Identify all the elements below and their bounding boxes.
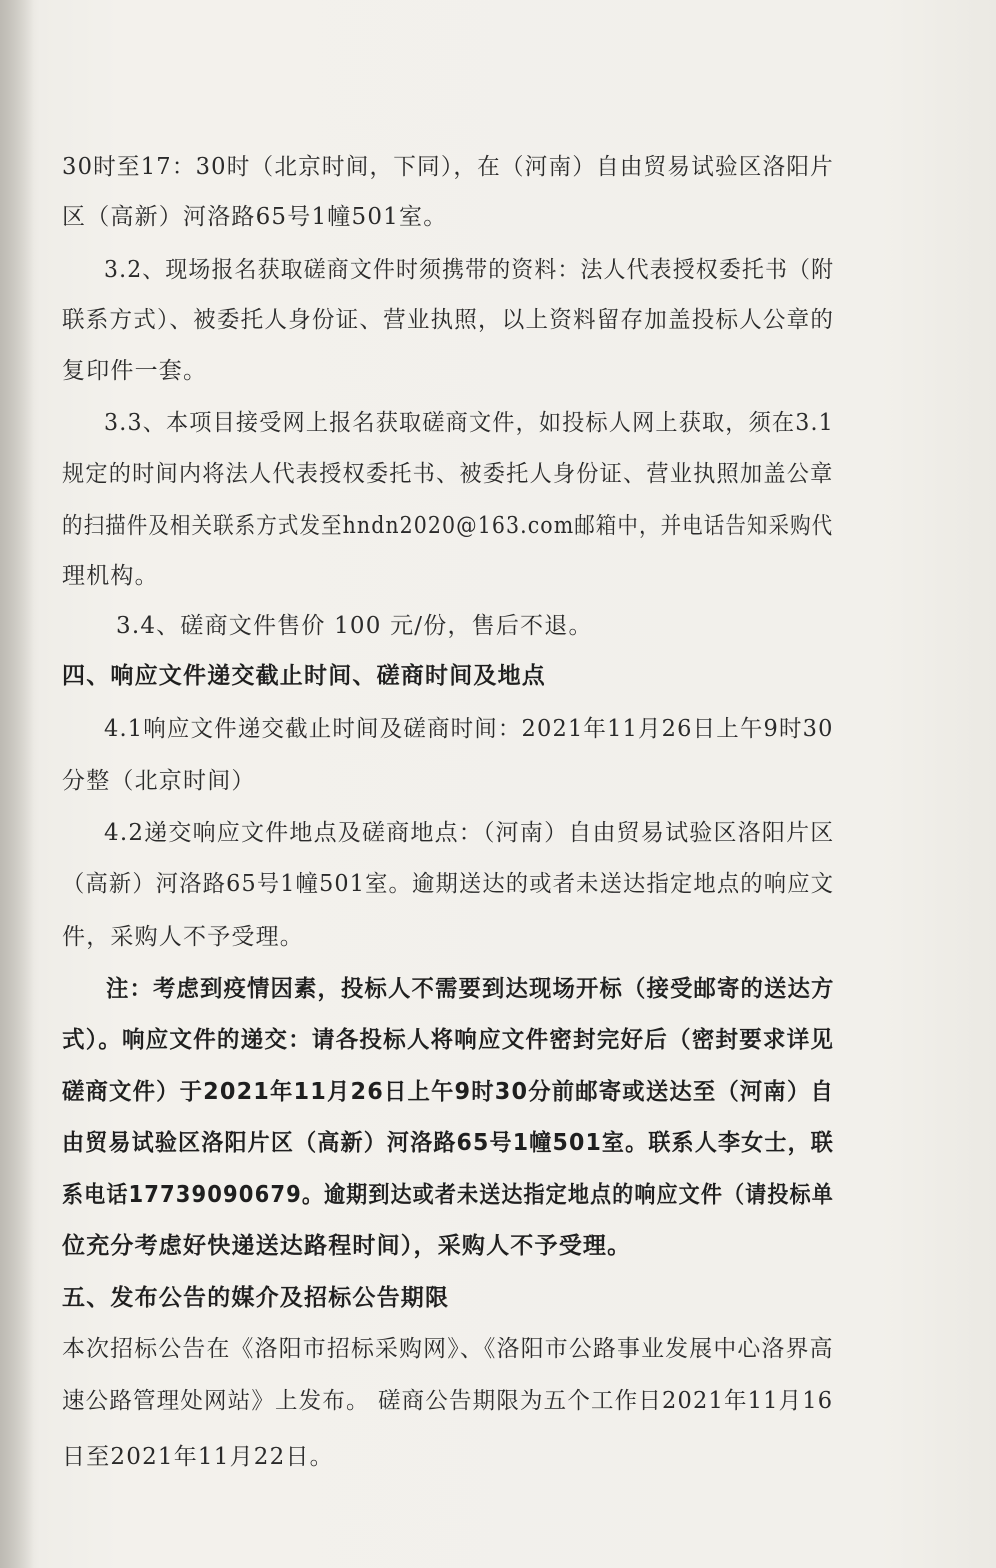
paragraph-line: 件，采购人不予受理。	[62, 924, 304, 950]
paragraph-line: 区（高新）河洛路65号1幢501室。	[62, 204, 448, 230]
notice-line: 式）。响应文件的递交：请各投标人将响应文件密封完好后（密封要求详见	[62, 1027, 835, 1053]
paragraph-line: 联系方式）、被委托人身份证、营业执照，以上资料留存加盖投标人公章的	[62, 307, 835, 333]
section-heading: 五、发布公告的媒介及招标公告期限	[62, 1285, 450, 1311]
paragraph-line: 30时至17：30时（北京时间，下同），在（河南）自由贸易试验区洛阳片	[62, 154, 834, 180]
paragraph-line: 4.2递交响应文件地点及磋商地点：（河南）自由贸易试验区洛阳片区	[104, 820, 835, 846]
notice-line: 注：考虑到疫情因素，投标人不需要到达现场开标（接受邮寄的送达方	[106, 976, 835, 1002]
paragraph-line: 的扫描件及相关联系方式发至hndn2020@163.com邮箱中，并电话告知采购代	[62, 513, 834, 539]
paragraph-line: （高新）河洛路65号1幢501室。逾期送达的或者未送达指定地点的响应文	[62, 871, 835, 897]
paragraph-line: 日至2021年11月22日。	[62, 1444, 334, 1470]
section-heading: 四、响应文件递交截止时间、磋商时间及地点	[62, 663, 546, 689]
notice-line: 系电话17739090679。逾期到达或者未送达指定地点的响应文件（请投标单	[62, 1182, 834, 1208]
paragraph-line: 理机构。	[62, 563, 159, 589]
paragraph-line: 3.4、磋商文件售价 100 元/份，售后不退。	[116, 613, 593, 639]
paragraph-line: 4.1响应文件递交截止时间及磋商时间：2021年11月26日上午9时30	[104, 716, 834, 742]
paragraph-line: 3.3、本项目接受网上报名获取磋商文件，如投标人网上获取，须在3.1	[104, 410, 834, 436]
paragraph-line: 3.2、现场报名获取磋商文件时须携带的资料：法人代表授权委托书（附	[104, 257, 835, 283]
paragraph-line: 分整（北京时间）	[62, 768, 256, 794]
page-edge-shadow	[0, 0, 34, 1568]
paragraph-line: 复印件一套。	[62, 358, 208, 384]
paragraph-line: 规定的时间内将法人代表授权委托书、被委托人身份证、营业执照加盖公章	[62, 461, 834, 487]
notice-line: 位充分考虑好快递送达路程时间），采购人不予受理。	[62, 1233, 632, 1259]
paragraph-line: 本次招标公告在《洛阳市招标采购网》、《洛阳市公路事业发展中心洛界高	[62, 1336, 834, 1362]
paragraph-line: 速公路管理处网站》上发布。 磋商公告期限为五个工作日2021年11月16	[62, 1388, 834, 1414]
notice-line: 磋商文件）于2021年11月26日上午9时30分前邮寄或送达至（河南）自	[62, 1079, 835, 1105]
notice-line: 由贸易试验区洛阳片区（高新）河洛路65号1幢501室。联系人李女士，联	[62, 1130, 835, 1156]
